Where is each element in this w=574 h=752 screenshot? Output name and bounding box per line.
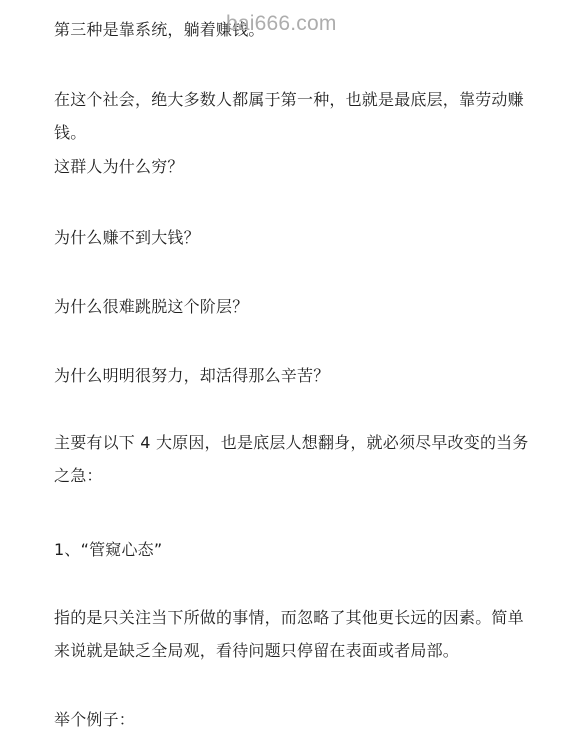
paragraph-majority-labor: 在这个社会，绝大多数人都属于第一种，也就是最底层，靠劳动赚钱。 [54,90,524,142]
paragraph-question-poor: 这群人为什么穷？ [54,157,184,176]
paragraph-example-intro: 举个例子： [54,710,136,729]
paragraph-four-reasons: 主要有以下 4 大原因，也是底层人想翻身，就必须尽早改变的当务之急： [54,433,529,485]
paragraph-question-money: 为什么赚不到大钱？ [54,228,200,247]
section-heading-1: 1、“管窥心态” [54,540,163,559]
paragraph-question-class: 为什么很难跳脱这个阶层？ [54,297,249,316]
watermark-text: bai666.com [226,12,337,35]
paragraph-system-income: 第三种是靠系统，躺着赚钱。 [54,20,265,39]
paragraph-definition: 指的是只关注当下所做的事情，而忽略了其他更长远的因素。简单来说就是缺乏全局观，看待问题只停留在表面或者局部。 [54,608,524,660]
paragraph-question-hardship: 为什么明明很努力，却活得那么辛苦？ [54,366,330,385]
